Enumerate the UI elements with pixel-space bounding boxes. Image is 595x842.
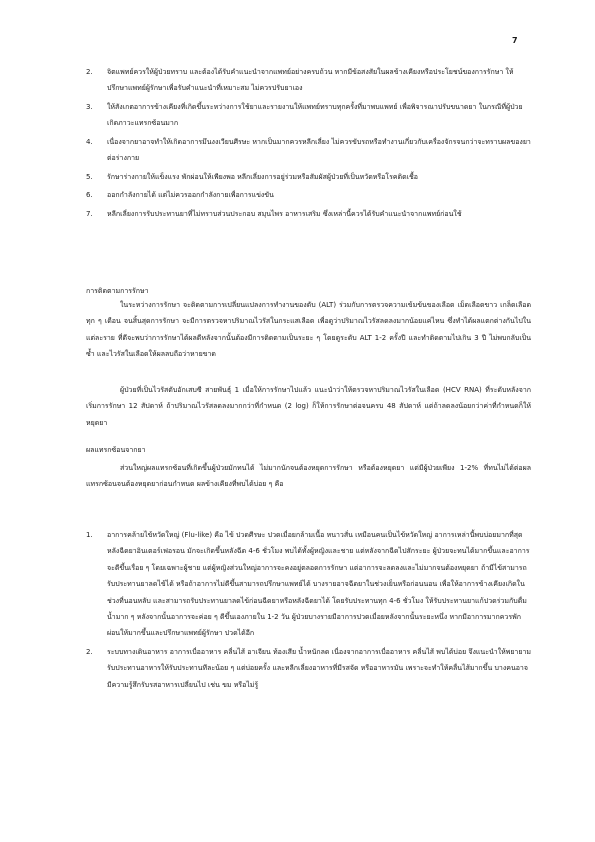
list-item-text: ให้สังเกตอาการข้างเคียงที่เกิดขึ้นระหว่างการใช้ยาและรายงานให้แพทย์ทราบทุกครั้งที่มาพบแพทย์ เพื่อพิจารณาปรับขนาดยา ในกรณีที่ผู้ป่วยเกิดภาวะแทรกซ้อนมาก [107, 102, 523, 128]
list-item-number: 4. [86, 137, 93, 146]
list-item-number: 3. [86, 102, 93, 111]
list-item-text: รักษาร่างกายให้แข็งแรง พักผ่อนให้เพียงพอ หลีกเลี่ยงการอยู่ร่วมหรือสัมผัสผู้ป่วยที่เป็นหวัดหรือโรคติดเชื้อ [107, 172, 418, 181]
section-heading-side-effects: ผลแทรกซ้อนจากยา [86, 446, 146, 454]
list-item-number: 5. [86, 172, 93, 181]
list-item [86, 64, 532, 97]
list-item [86, 527, 532, 642]
list-item-text: หลีกเลี่ยงการรับประทานยาที่ไม่ทราบส่วนประกอบ สมุนไพร อาหารเสริม ซึ่งเหล่านี้ควรได้รับคำแนะนำจากแพทย์ก่อนใช้ [107, 209, 462, 218]
section-heading-follow-up: การติดตามการรักษา [86, 287, 149, 295]
page-number: 7 [512, 36, 518, 45]
list-item [86, 134, 532, 167]
list-item [86, 206, 532, 222]
paragraph-genotype-1: ผู้ป่วยที่เป็นไวรัสตับอักเสบซี สายพันธุ์ 1 เมื่อให้การรักษาไปแล้ว แนะนำว่าให้ตรวจหาปริมาณไวรัสในเลือด (HCV RNA) ที่ระดับหลังจากเริ่มการรักษา 12 สัปดาห์ ถ้าปริมาณไวรัสลดลงมากกว่าที่กำหนด (2 log) ก็ให้การรักษาต่อจนครบ 48 สัปดาห์ แต่ถ้าลดลงน้อยกว่าค่าที่กำหนดก็ให้หยุดยา [86, 386, 531, 427]
list-item [86, 644, 532, 693]
list-item-text: อาการคล้ายไข้หวัดใหญ่ (Flu-like) คือ ไข้ ปวดศีรษะ ปวดเมื่อยกล้ามเนื้อ หนาวสั่น เหมือนคนเป็นไข้หวัดใหญ่ อาการเหล่านี้พบบ่อยมากที่สุดหลังฉีดยาอินเตอร์เฟอรอน มักจะเกิดขึ้นหลังฉีด 4-6 ชั่วโมง พบได้ทั้งผู้หญิงและชาย แต่หลังจากฉีดไปสักระยะ ผู้ป่วยจะทนได้มากขึ้นและอาการจะดีขึ้นเรื่อย ๆ โดยเฉพาะผู้ชาย แต่ผู้หญิงส่วนใหญ่อาการจะคงอยู่ตลอดการรักษา แต่อาการจะลดลงและไม่มากจนต้องหยุดยา ถ้ามีไข้สามารถรับประทานยาลดไข้ได้ หรือถ้าอาการไม่ดีขึ้นสามารถปรึกษาแพทย์ได้ บางรายอาจฉีดยาในช่วงเย็นหรือก่อนนอน เพื่อให้อาการข้างเคียงเกิดในช่วงที่นอนหลับ และสามารถรับประทานยาลดไข้ก่อนฉีดยาหรือหลังฉีดยาได้ โดยรับประทานทุก 4-6 ชั่วโมง ให้รับประทานยาแก้ปวดร่วมกับดื่มน้ำมาก ๆ หลังจากนั้นอาการจะค่อย ๆ ดีขึ้นเองภายใน 1-2 วัน ผู้ป่วยบางรายมีอาการปวดเมื่อยหลังจากนั้นระยะหนึ่ง หากมีอาการมากควรพักผ่อนให้มากขึ้นและปรึกษาแพทย์ผู้รักษา ปวดได้อีก [107, 531, 530, 638]
side-effects-list [86, 527, 532, 695]
list-item-text: ระบบทางเดินอาหาร อาการเบื่ออาหาร คลื่นไส้ อาเจียน ท้องเสีย น้ำหนักลด เนื่องจากอาการเบื่ออาหาร คลื่นไส้ พบได้บ่อย จึงแนะนำให้พยายามรับประทานอาหารให้รับประทานทีละน้อย ๆ แต่บ่อยครั้ง และหลีกเลี่ยงอาหารที่มีรสจัด หรืออาหารมัน เพราะจะทำให้คลื่นไส้มากขึ้น บางคนอาจมีความรู้สึกรับรสอาหารเปลี่ยนไป เช่น ขม หรือไม่รู้ [107, 647, 532, 689]
list-item-number: 1. [86, 531, 93, 539]
list-item [86, 187, 532, 203]
list-item-number: 6. [86, 191, 93, 200]
list-item [86, 169, 532, 185]
list-item-text: ออกกำลังกายได้ แต่ไม่ควรออกกำลังกายเพื่อการแข่งขัน [107, 191, 274, 200]
list-item-text: เนื่องจากยาอาจทำให้เกิดอาการมึนงงเวียนศีรษะ หากเป็นมากควรหลีกเลี่ยง ไม่ควรขับรถหรือทำงานเกี่ยวกับเครื่องจักรจนกว่าจะทราบผลของยาต่อร่างกาย [107, 137, 531, 163]
list-item-number: 2. [86, 68, 93, 76]
list-item-number: 2. [86, 647, 93, 656]
list-item [86, 99, 532, 132]
list-item-number: 7. [86, 209, 93, 218]
paragraph-follow-up: ในระหว่างการรักษา จะติดตามการเปลี่ยนแปลงการทำงานของตับ (ALT) ร่วมกับการตรวจความเข้มข้นของเลือด เม็ดเลือดขาว เกล็ดเลือด ทุก ๆ เดือน จนสิ้นสุดการรักษา จะมีการตรวจหาปริมาณไวรัสในกระแสเลือด เพื่อดูว่าปริมาณไวรัสลดลงมากน้อยแค่ไหน ซึ่งทำได้ผลแตกต่างกันไปในแต่ละราย ที่ดีจะพบว่าการรักษาได้ผลดีหลังจากนั้นต้องมีการติดตามเป็นระยะ ๆ โดยดูระดับ ALT 1-2 ครั้งปี และทำติดตามไปเกิน 3 ปี ไม่พบกลับเป็นซ้ำ และไวรัสในเลือดให้ผลลบถือว่าหายขาด [86, 301, 531, 359]
paragraph-side-effects-intro: ส่วนใหญ่ผลแทรกซ้อนที่เกิดขึ้นผู้ป่วยมักทนได้ ไม่มากนักจนต้องหยุดการรักษา หรือต้องหยุดยา แต่มีผู้ป่วยเพียง 1-2% ที่ทนไม่ได้ต่อผลแทรกซ้อนจนต้องหยุดยาก่อนกำหนด ผลข้างเคียงที่พบได้บ่อย ๆ คือ [86, 464, 531, 489]
list-item-text: จิตแพทย์ควรให้ผู้ป่วยทราบ และต้องได้รับคำแนะนำจากแพทย์อย่างครบถ้วน หากมีข้อสงสัยในผลข้างเคียงหรือประโยชน์ของการรักษา ให้ปรึกษาแพทย์ผู้รักษาเพื่อรับคำแนะนำที่เหมาะสม ไม่ควรปรับยาเอง [107, 68, 514, 93]
advice-list [86, 64, 532, 224]
